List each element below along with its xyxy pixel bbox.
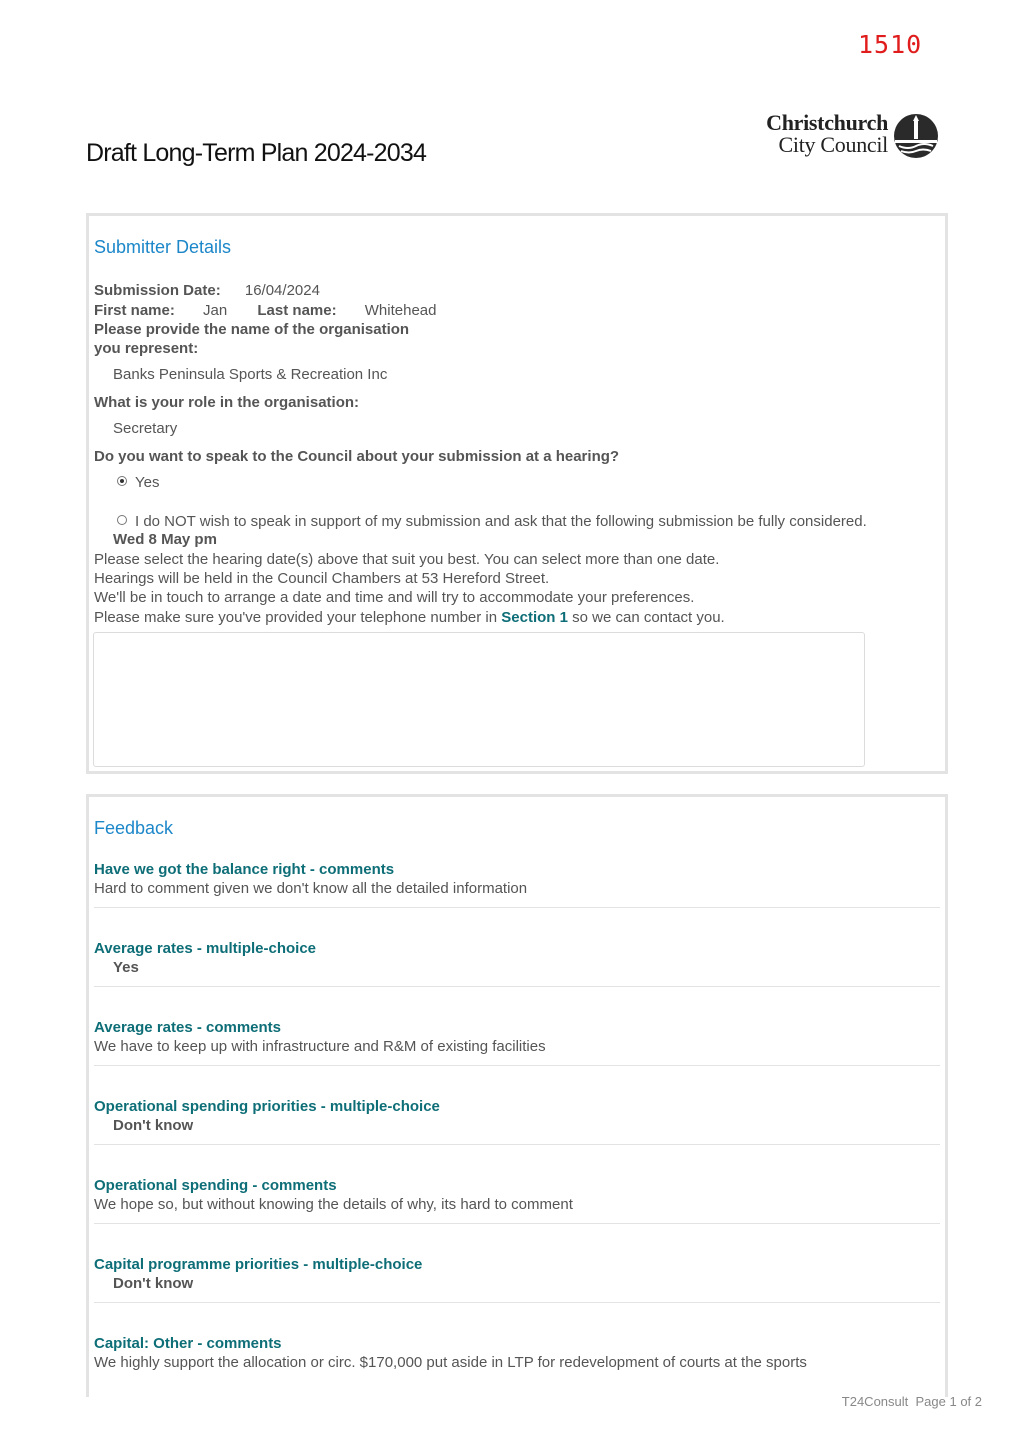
radio-unselected-icon[interactable] [117, 515, 127, 525]
hearing-note-2 [94, 570, 549, 587]
feedback-item [94, 861, 940, 897]
council-logo [748, 112, 943, 162]
radio-selected-icon[interactable] [117, 476, 127, 486]
submission-date-value: 16/04/2024 [244, 282, 320, 299]
role-question-text: What is your role in the organisation: [94, 394, 360, 411]
role-answer [113, 420, 177, 437]
logo-line-2: City Council [778, 132, 888, 157]
hearing-note-1 [94, 551, 719, 568]
role-question [94, 394, 359, 411]
feedback-item [94, 1256, 940, 1292]
feedback-question: Average rates - multiple-choice [94, 940, 317, 957]
feedback-answer: We hope so, but without knowing the details of why, its hard to comment [94, 1196, 573, 1213]
feedback-question: Average rates - comments [94, 1019, 282, 1036]
feedback-item [94, 1098, 940, 1134]
role-answer-text: Secretary [113, 420, 178, 437]
organisation-question-text-2: you represent: [94, 340, 199, 357]
footer-source: T24Consult [841, 1394, 909, 1409]
organisation-answer-text: Banks Peninsula Sports & Recreation Inc [113, 366, 388, 383]
hearing-option-yes[interactable] [117, 474, 159, 491]
feedback-heading: Feedback [94, 818, 174, 838]
hearing-question [94, 448, 619, 465]
selected-hearing-date-text: Wed 8 May pm [113, 531, 217, 548]
hearing-question-text: Do you want to speak to the Council about your submission at a hearing? [94, 448, 620, 465]
hearing-note-4-prefix: Please make sure you've provided your telephone number in [94, 609, 502, 626]
hearing-note-4-suffix: so we can contact you. [567, 609, 725, 626]
feedback-answer: Hard to comment given we don't know all the detailed information [94, 880, 528, 897]
hearing-note-4 [94, 609, 725, 626]
feedback-choice: Yes [113, 959, 139, 976]
organisation-question-text-1: Please provide the name of the organisation [94, 321, 410, 338]
logo-line-1: Christchurch [766, 110, 888, 135]
feedback-divider [94, 986, 940, 987]
hearing-note-2-text: Hearings will be held in the Council Chambers at 53 Hereford Street. [94, 570, 550, 587]
hearing-note-3-text: We'll be in touch to arrange a date and time and will try to accommodate your preferences. [94, 589, 695, 606]
feedback-answer: We have to keep up with infrastructure and R&M of existing facilities [94, 1038, 546, 1055]
feedback-item [94, 1177, 940, 1213]
feedback-item [94, 940, 940, 976]
feedback-choice: Don't know [113, 1117, 194, 1134]
feedback-divider [94, 1065, 940, 1066]
feedback-item [94, 1335, 940, 1371]
feedback-panel [86, 794, 948, 1397]
feedback-divider [94, 1223, 940, 1224]
feedback-question: Have we got the balance right - comments [94, 861, 395, 878]
hearing-note-3 [94, 589, 694, 606]
submission-date-label: Submission Date: [94, 282, 221, 299]
submitter-details-heading: Submitter Details [94, 237, 232, 257]
page-number: 1510 [858, 30, 923, 59]
hearing-note-1-text: Please select the hearing date(s) above that suit you best. You can select more than one date. [94, 551, 720, 568]
submitter-details-panel [86, 213, 948, 774]
feedback-item [94, 1019, 940, 1055]
feedback-question: Operational spending priorities - multiple-choice [94, 1098, 440, 1115]
section-1-link[interactable]: Section 1 [501, 609, 568, 626]
feedback-question: Capital: Other - comments [94, 1335, 282, 1352]
hearing-option-no-label: I do NOT wish to speak in support of my submission and ask that the following submission be fully considered. [135, 513, 867, 530]
feedback-answer: We highly support the allocation or circ. $170,000 put aside in LTP for redevelopment of courts at the sports [94, 1354, 807, 1371]
organisation-question-line-1 [94, 321, 409, 338]
submission-comments-textarea[interactable] [93, 632, 865, 767]
submission-date-row [94, 282, 320, 299]
feedback-choice: Don't know [113, 1275, 194, 1292]
last-name-value: Whitehead [364, 302, 437, 319]
feedback-divider [94, 1302, 940, 1303]
organisation-question-line-2 [94, 340, 198, 357]
feedback-question: Capital programme priorities - multiple-choice [94, 1256, 423, 1273]
footer-page: Page 1 of 2 [915, 1394, 982, 1409]
hearing-option-no[interactable] [117, 513, 867, 530]
cathedral-emblem-icon [893, 113, 939, 159]
first-name-value: Jan [203, 302, 228, 319]
page-footer [842, 1394, 982, 1409]
name-row [94, 302, 436, 319]
feedback-question: Operational spending - comments [94, 1177, 337, 1194]
first-name-label: First name: [94, 302, 175, 319]
organisation-answer [113, 366, 387, 383]
hearing-option-yes-label: Yes [135, 474, 160, 491]
document-title: Draft Long-Term Plan 2024-2034 [86, 139, 427, 167]
selected-hearing-date [113, 531, 217, 548]
last-name-label: Last name: [257, 302, 337, 319]
feedback-divider [94, 907, 940, 908]
feedback-divider [94, 1144, 940, 1145]
